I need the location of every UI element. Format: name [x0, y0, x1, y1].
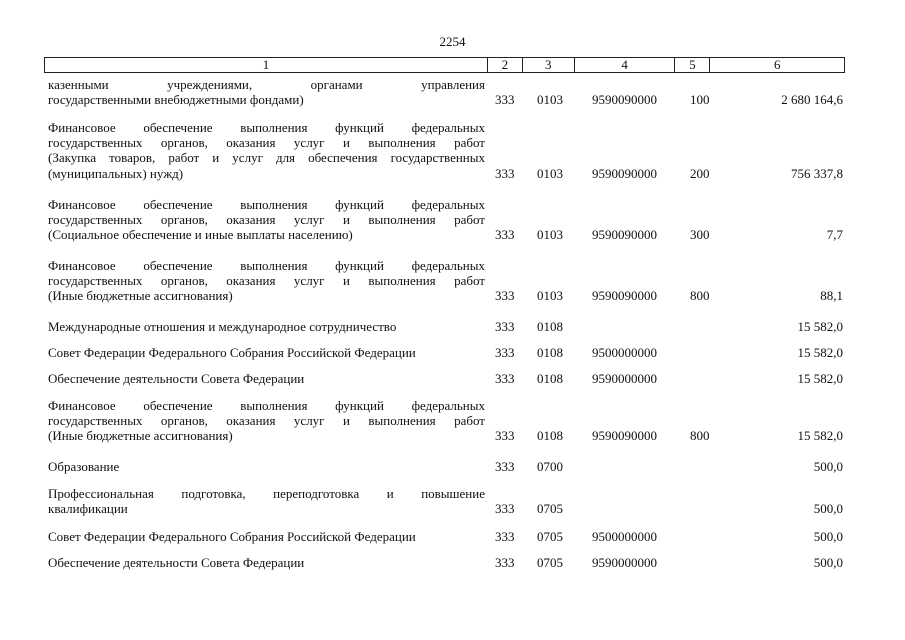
column-3-value: 0103 [537, 92, 563, 108]
row-description [48, 459, 485, 474]
column-5-value: 800 [690, 428, 710, 444]
column-header-1: 1 [45, 58, 488, 72]
column-header-3: 3 [523, 58, 575, 72]
description-line: государственных органов, оказания услуг и выполнения работ [48, 135, 485, 151]
column-5-value: 100 [690, 92, 710, 108]
column-6-value: 500,0 [813, 501, 843, 517]
row-description [48, 77, 485, 107]
description-line: (Иные бюджетные ассигнования) [48, 428, 233, 444]
column-3-value: 0700 [537, 458, 563, 474]
description-line: (Социальное обеспечение и иные выплаты населению) [48, 227, 353, 243]
row-description [48, 555, 485, 570]
column-6-value: 15 582,0 [797, 370, 843, 386]
column-2-value: 333 [495, 344, 515, 360]
description-line: (муниципальных) нужд) [48, 165, 184, 181]
table-row [0, 459, 905, 474]
column-4-value: 9590000000 [592, 370, 657, 386]
column-header-2: 2 [488, 58, 523, 72]
description-line: (Иные бюджетные ассигнования) [48, 288, 233, 304]
table-row [0, 258, 905, 304]
column-3-value: 0108 [537, 318, 563, 334]
description-line: государственными внебюджетными фондами) [48, 92, 304, 108]
row-description [48, 398, 485, 444]
table-header [44, 57, 845, 73]
description-line: (Закупка товаров, работ и услуг для обеспечения государственных [48, 150, 485, 166]
column-2-value: 333 [495, 92, 515, 108]
page-number: 2254 [439, 34, 466, 49]
column-3-value: 0705 [537, 501, 563, 517]
column-4-value: 9590000000 [592, 554, 657, 570]
column-2-value: 333 [495, 227, 515, 243]
column-6-value: 2 680 164,6 [781, 92, 843, 108]
column-4-value: 9500000000 [592, 528, 657, 544]
row-description [48, 258, 485, 304]
column-2-value: 333 [495, 165, 515, 181]
column-2-value: 333 [495, 318, 515, 334]
description-line: государственных органов, оказания услуг и выполнения работ [48, 273, 485, 289]
column-5-value: 200 [690, 165, 710, 181]
column-2-value: 333 [495, 528, 515, 544]
column-2-value: 333 [495, 370, 515, 386]
column-6-value: 756 337,8 [791, 165, 843, 181]
column-6-value: 500,0 [813, 528, 843, 544]
column-3-value: 0103 [537, 288, 563, 304]
column-4-value: 9590090000 [592, 227, 657, 243]
table-row [0, 197, 905, 243]
column-3-value: 0108 [537, 370, 563, 386]
table-row [0, 319, 905, 334]
column-header-4: 4 [575, 58, 676, 72]
column-6-value: 15 582,0 [797, 344, 843, 360]
description-line: Финансовое обеспечение выполнения функций федеральных [48, 398, 485, 413]
description-line: квалификации [48, 501, 128, 517]
column-6-value: 500,0 [813, 458, 843, 474]
column-6-value: 88,1 [820, 288, 843, 304]
column-2-value: 333 [495, 501, 515, 517]
column-2-value: 333 [495, 428, 515, 444]
description-line: Обеспечение деятельности Совета Федерации [48, 555, 305, 570]
column-4-value: 9590090000 [592, 288, 657, 304]
row-description [48, 120, 485, 181]
column-4-value: 9590090000 [592, 428, 657, 444]
row-description [48, 319, 485, 334]
column-5-value: 800 [690, 288, 710, 304]
column-6-value: 15 582,0 [797, 428, 843, 444]
description-line: Обеспечение деятельности Совета Федерации [48, 371, 305, 386]
column-3-value: 0108 [537, 344, 563, 360]
description-line: Образование [48, 459, 120, 474]
table-row [0, 398, 905, 444]
description-line: Совет Федерации Федерального Собрания Российской Федерации [48, 345, 416, 360]
column-2-value: 333 [495, 288, 515, 304]
row-description [48, 486, 485, 516]
row-description [48, 529, 485, 544]
description-line: Финансовое обеспечение выполнения функций федеральных [48, 197, 485, 212]
description-line: Профессиональная подготовка, переподготовка и повышение [48, 486, 485, 501]
description-line: Международные отношения и международное сотрудничество [48, 319, 397, 334]
description-line: государственных органов, оказания услуг и выполнения работ [48, 413, 485, 429]
table-row [0, 77, 905, 107]
column-4-value: 9590090000 [592, 165, 657, 181]
table-row [0, 486, 905, 516]
column-6-value: 7,7 [826, 227, 843, 243]
column-2-value: 333 [495, 458, 515, 474]
column-3-value: 0705 [537, 528, 563, 544]
column-3-value: 0108 [537, 428, 563, 444]
description-line: Финансовое обеспечение выполнения функций федеральных [48, 258, 485, 273]
row-description [48, 345, 485, 360]
table-row [0, 529, 905, 544]
description-line: государственных органов, оказания услуг и выполнения работ [48, 212, 485, 228]
row-description [48, 371, 485, 386]
column-6-value: 15 582,0 [797, 318, 843, 334]
column-4-value: 9590090000 [592, 92, 657, 108]
column-2-value: 333 [495, 554, 515, 570]
column-5-value: 300 [690, 227, 710, 243]
description-line: Финансовое обеспечение выполнения функций федеральных [48, 120, 485, 135]
column-4-value: 9500000000 [592, 344, 657, 360]
column-header-6: 6 [773, 57, 781, 72]
table-row [0, 345, 905, 360]
description-line: казенными учреждениями, органами управления [48, 77, 485, 92]
column-3-value: 0103 [537, 227, 563, 243]
table-row [0, 371, 905, 386]
table-row [0, 555, 905, 570]
row-description [48, 197, 485, 243]
description-line: Совет Федерации Федерального Собрания Российской Федерации [48, 529, 416, 544]
column-header-5: 5 [675, 58, 710, 72]
column-3-value: 0705 [537, 554, 563, 570]
table-row [0, 120, 905, 181]
column-3-value: 0103 [537, 165, 563, 181]
column-6-value: 500,0 [813, 554, 843, 570]
